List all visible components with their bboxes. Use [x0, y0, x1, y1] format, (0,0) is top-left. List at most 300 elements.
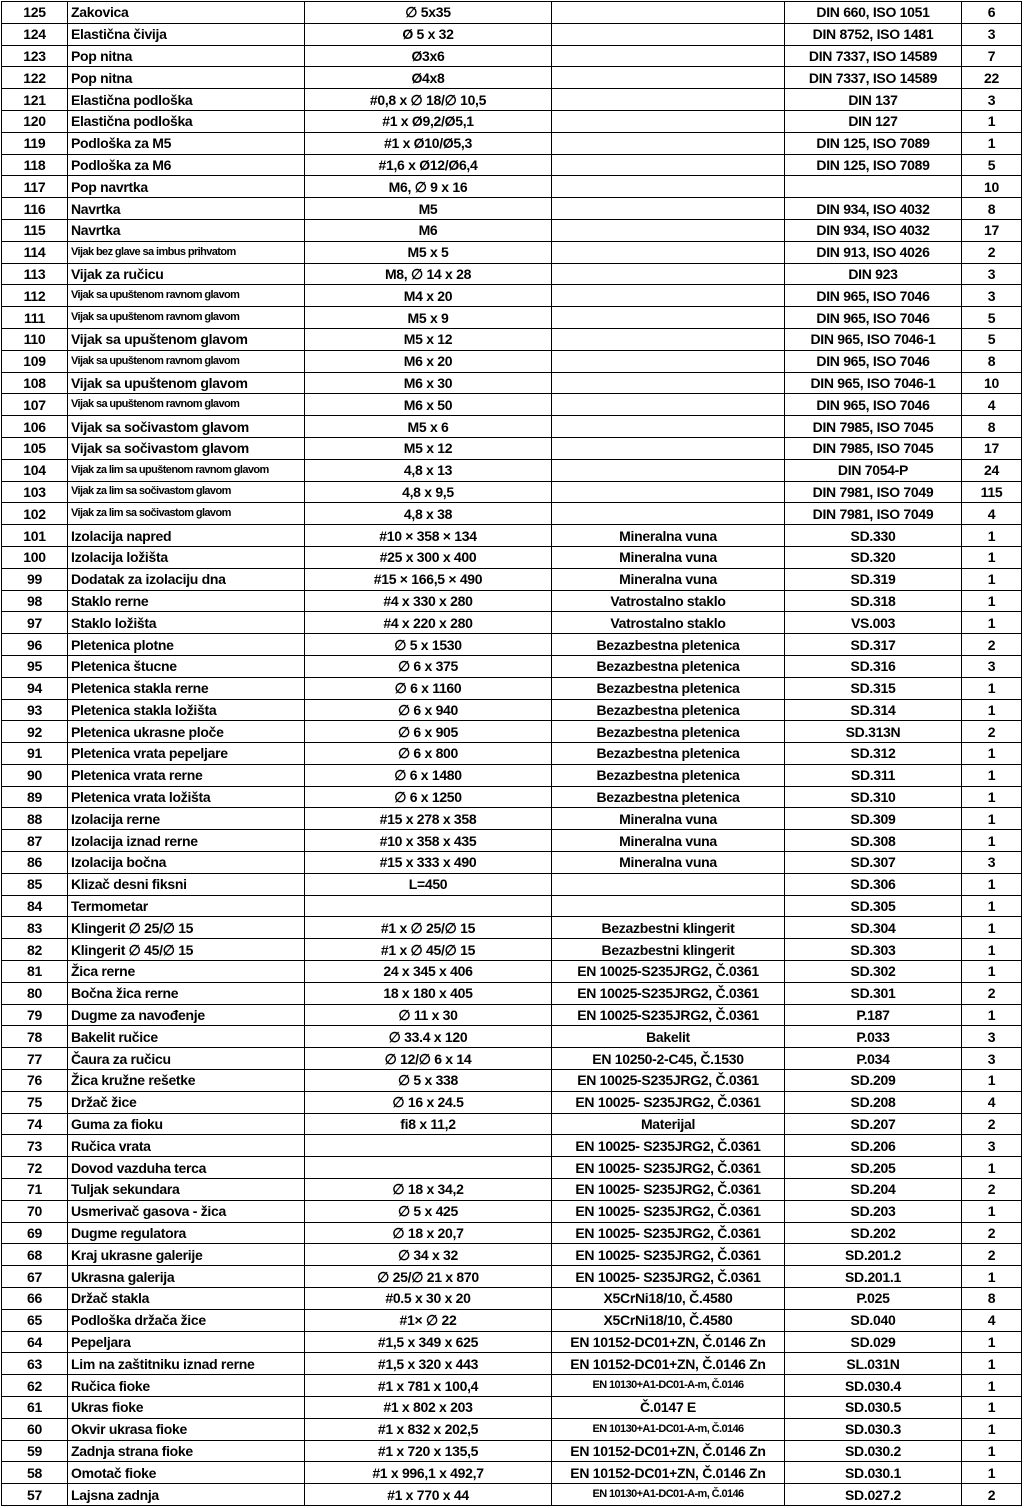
item-number-cell: 88 [2, 808, 68, 830]
item-number-cell: 75 [2, 1091, 68, 1113]
item-name-cell: Pletenica vrata ložišta [68, 786, 305, 808]
table-row [2, 568, 1022, 590]
item-number-cell: 116 [2, 198, 68, 220]
table-row [2, 1266, 1022, 1288]
table-row [2, 416, 1022, 438]
item-material-cell [552, 459, 785, 481]
item-name-cell: Pop navrtka [68, 176, 305, 198]
item-material-cell: X5CrNi18/10, Č.4580 [552, 1288, 785, 1310]
item-name-cell: Vijak sa upuštenom glavom [68, 328, 305, 350]
item-quantity-cell: 2 [962, 982, 1022, 1004]
item-material-cell: Mineralna vuna [552, 830, 785, 852]
table-row [2, 1048, 1022, 1070]
item-material-cell [552, 67, 785, 89]
item-number-cell: 101 [2, 525, 68, 547]
item-name-cell: Zadnja strana fioke [68, 1440, 305, 1462]
item-name-cell: Usmerivač gasova - žica [68, 1200, 305, 1222]
item-name-cell: Izolacija ložišta [68, 546, 305, 568]
item-dimensions-cell: M4 x 20 [305, 285, 552, 307]
item-dimensions-cell: ∅ 18 x 20,7 [305, 1222, 552, 1244]
item-dimensions-cell: #4 x 330 x 280 [305, 590, 552, 612]
item-quantity-cell: 1 [962, 873, 1022, 895]
item-name-cell: Pop nitna [68, 67, 305, 89]
item-quantity-cell: 1 [962, 612, 1022, 634]
item-quantity-cell: 1 [962, 525, 1022, 547]
item-dimensions-cell: ∅ 6 x 1160 [305, 677, 552, 699]
item-quantity-cell: 1 [962, 699, 1022, 721]
item-name-cell: Bočna žica rerne [68, 982, 305, 1004]
item-quantity-cell: 3 [962, 1135, 1022, 1157]
item-material-cell: Bakelit [552, 1026, 785, 1048]
table-row [2, 503, 1022, 525]
item-number-cell: 84 [2, 895, 68, 917]
item-number-cell: 94 [2, 677, 68, 699]
item-number-cell: 122 [2, 67, 68, 89]
item-name-cell: Vijak sa sočivastom glavom [68, 437, 305, 459]
item-standard-cell: SD.313N [785, 721, 962, 743]
item-material-cell [552, 394, 785, 416]
item-name-cell: Izolacija napred [68, 525, 305, 547]
item-quantity-cell: 1 [962, 808, 1022, 830]
item-standard-cell: SL.031N [785, 1353, 962, 1375]
table-row [2, 110, 1022, 132]
table-row [2, 1288, 1022, 1310]
item-dimensions-cell: 18 x 180 x 405 [305, 982, 552, 1004]
item-material-cell [552, 176, 785, 198]
item-material-cell: Bezazbestna pletenica [552, 743, 785, 765]
item-name-cell: Pletenica stakla rerne [68, 677, 305, 699]
item-standard-cell: SD.309 [785, 808, 962, 830]
item-number-cell: 99 [2, 568, 68, 590]
table-row [2, 1353, 1022, 1375]
item-quantity-cell: 1 [962, 917, 1022, 939]
item-quantity-cell: 2 [962, 634, 1022, 656]
table-row [2, 1113, 1022, 1135]
item-dimensions-cell: #1 x 781 x 100,4 [305, 1375, 552, 1397]
item-number-cell: 100 [2, 546, 68, 568]
item-name-cell: Vijak sa upuštenom ravnom glavom [68, 350, 305, 372]
item-dimensions-cell: L=450 [305, 873, 552, 895]
table-row [2, 176, 1022, 198]
item-material-cell: EN 10025- S235JRG2, Č.0361 [552, 1091, 785, 1113]
item-quantity-cell: 8 [962, 416, 1022, 438]
item-dimensions-cell: ∅ 11 x 30 [305, 1004, 552, 1026]
item-number-cell: 124 [2, 23, 68, 45]
item-material-cell [552, 198, 785, 220]
item-dimensions-cell: 24 x 345 x 406 [305, 961, 552, 983]
item-dimensions-cell: M5 x 6 [305, 416, 552, 438]
item-standard-cell: SD.030.5 [785, 1397, 962, 1419]
item-dimensions-cell: #1,6 x Ø12/Ø6,4 [305, 154, 552, 176]
item-name-cell: Dovod vazduha terca [68, 1157, 305, 1179]
table-row [2, 67, 1022, 89]
table-row [2, 437, 1022, 459]
table-row [2, 1331, 1022, 1353]
table-row [2, 1222, 1022, 1244]
item-quantity-cell: 1 [962, 830, 1022, 852]
item-material-cell: Bezazbestna pletenica [552, 677, 785, 699]
item-dimensions-cell: ∅ 5x35 [305, 2, 552, 24]
item-dimensions-cell: #25 x 300 x 400 [305, 546, 552, 568]
item-material-cell [552, 481, 785, 503]
item-name-cell: Pletenica vrata pepeljare [68, 743, 305, 765]
item-dimensions-cell: ∅ 5 x 338 [305, 1070, 552, 1092]
item-name-cell: Vijak za lim sa sočivastom glavom [68, 503, 305, 525]
table-row [2, 917, 1022, 939]
item-material-cell [552, 307, 785, 329]
item-number-cell: 115 [2, 219, 68, 241]
item-number-cell: 114 [2, 241, 68, 263]
item-material-cell: Materijal [552, 1113, 785, 1135]
item-dimensions-cell: M6 [305, 219, 552, 241]
item-name-cell: Zakovica [68, 2, 305, 24]
item-standard-cell: DIN 137 [785, 89, 962, 111]
item-number-cell: 117 [2, 176, 68, 198]
item-name-cell: Omotač fioke [68, 1462, 305, 1484]
item-dimensions-cell: M6 x 30 [305, 372, 552, 394]
table-row [2, 328, 1022, 350]
item-standard-cell: SD.208 [785, 1091, 962, 1113]
item-quantity-cell: 2 [962, 241, 1022, 263]
item-dimensions-cell: M5 x 5 [305, 241, 552, 263]
table-row [2, 1026, 1022, 1048]
item-dimensions-cell: #1 x Ø9,2/Ø5,1 [305, 110, 552, 132]
item-material-cell: EN 10152-DC01+ZN, Č.0146 Zn [552, 1462, 785, 1484]
table-row [2, 677, 1022, 699]
table-row [2, 198, 1022, 220]
item-name-cell: Bakelit ručice [68, 1026, 305, 1048]
item-material-cell: EN 10025- S235JRG2, Č.0361 [552, 1222, 785, 1244]
item-dimensions-cell: Ø3x6 [305, 45, 552, 67]
item-name-cell: Čaura za ručicu [68, 1048, 305, 1070]
item-dimensions-cell: #1 x ∅ 45/∅ 15 [305, 939, 552, 961]
item-number-cell: 69 [2, 1222, 68, 1244]
item-dimensions-cell: M8, ∅ 14 x 28 [305, 263, 552, 285]
item-name-cell: Žica rerne [68, 961, 305, 983]
item-standard-cell: DIN 125, ISO 7089 [785, 154, 962, 176]
item-dimensions-cell: ∅ 18 x 34,2 [305, 1179, 552, 1201]
item-number-cell: 60 [2, 1418, 68, 1440]
item-material-cell: EN 10152-DC01+ZN, Č.0146 Zn [552, 1331, 785, 1353]
item-name-cell: Izolacija iznad rerne [68, 830, 305, 852]
item-quantity-cell: 1 [962, 1397, 1022, 1419]
item-dimensions-cell: fi8 x 11,2 [305, 1113, 552, 1135]
item-standard-cell: SD.301 [785, 982, 962, 1004]
item-number-cell: 58 [2, 1462, 68, 1484]
item-material-cell [552, 350, 785, 372]
item-name-cell: Klingerit ∅ 45/∅ 15 [68, 939, 305, 961]
item-name-cell: Držač žice [68, 1091, 305, 1113]
item-standard-cell: SD.317 [785, 634, 962, 656]
item-quantity-cell: 2 [962, 1222, 1022, 1244]
table-row [2, 1135, 1022, 1157]
item-number-cell: 98 [2, 590, 68, 612]
item-quantity-cell: 24 [962, 459, 1022, 481]
item-dimensions-cell: ∅ 6 x 1250 [305, 786, 552, 808]
item-name-cell: Podloška za M5 [68, 132, 305, 154]
item-number-cell: 74 [2, 1113, 68, 1135]
item-quantity-cell: 1 [962, 132, 1022, 154]
item-number-cell: 63 [2, 1353, 68, 1375]
table-row [2, 786, 1022, 808]
item-name-cell: Pletenica štucne [68, 655, 305, 677]
item-material-cell: EN 10130+A1-DC01-A-m, Č.0146 [552, 1484, 785, 1506]
item-standard-cell: SD.315 [785, 677, 962, 699]
item-quantity-cell: 3 [962, 1048, 1022, 1070]
item-dimensions-cell: #0,8 x ∅ 18/∅ 10,5 [305, 89, 552, 111]
item-quantity-cell: 4 [962, 503, 1022, 525]
item-name-cell: Dodatak za izolaciju dna [68, 568, 305, 590]
item-quantity-cell: 8 [962, 1288, 1022, 1310]
item-quantity-cell: 8 [962, 198, 1022, 220]
item-material-cell [552, 895, 785, 917]
table-row [2, 1309, 1022, 1331]
item-name-cell: Lajsna zadnja [68, 1484, 305, 1506]
item-name-cell: Izolacija bočna [68, 852, 305, 874]
item-name-cell: Podloška za M6 [68, 154, 305, 176]
table-row [2, 132, 1022, 154]
item-name-cell: Žica kružne rešetke [68, 1070, 305, 1092]
item-material-cell [552, 285, 785, 307]
table-row [2, 89, 1022, 111]
table-row [2, 1070, 1022, 1092]
item-number-cell: 79 [2, 1004, 68, 1026]
item-standard-cell: DIN 7054-P [785, 459, 962, 481]
item-standard-cell: SD.303 [785, 939, 962, 961]
item-material-cell: Mineralna vuna [552, 852, 785, 874]
item-number-cell: 92 [2, 721, 68, 743]
item-material-cell: Bezazbestni klingerit [552, 917, 785, 939]
item-dimensions-cell: M5 x 12 [305, 328, 552, 350]
item-standard-cell: SD.206 [785, 1135, 962, 1157]
table-row [2, 873, 1022, 895]
item-material-cell: EN 10025- S235JRG2, Č.0361 [552, 1135, 785, 1157]
item-number-cell: 77 [2, 1048, 68, 1070]
item-standard-cell: SD.201.2 [785, 1244, 962, 1266]
item-number-cell: 57 [2, 1484, 68, 1506]
table-row [2, 1179, 1022, 1201]
item-quantity-cell: 1 [962, 1353, 1022, 1375]
item-quantity-cell: 22 [962, 67, 1022, 89]
item-standard-cell: DIN 965, ISO 7046 [785, 307, 962, 329]
item-standard-cell: DIN 965, ISO 7046 [785, 285, 962, 307]
item-material-cell: EN 10025-S235JRG2, Č.0361 [552, 1070, 785, 1092]
item-dimensions-cell: 4,8 x 13 [305, 459, 552, 481]
item-dimensions-cell: M5 [305, 198, 552, 220]
table-row [2, 961, 1022, 983]
item-name-cell: Lim na zaštitniku iznad rerne [68, 1353, 305, 1375]
item-dimensions-cell: 4,8 x 38 [305, 503, 552, 525]
item-standard-cell: SD.319 [785, 568, 962, 590]
item-quantity-cell: 4 [962, 394, 1022, 416]
item-number-cell: 85 [2, 873, 68, 895]
item-quantity-cell: 5 [962, 154, 1022, 176]
item-quantity-cell: 2 [962, 1484, 1022, 1506]
item-quantity-cell: 1 [962, 590, 1022, 612]
item-dimensions-cell: Ø4x8 [305, 67, 552, 89]
item-dimensions-cell: ∅ 25/∅ 21 x 870 [305, 1266, 552, 1288]
item-name-cell: Elastična podloška [68, 110, 305, 132]
item-standard-cell: DIN 127 [785, 110, 962, 132]
table-row [2, 1091, 1022, 1113]
item-standard-cell: SD.202 [785, 1222, 962, 1244]
item-number-cell: 90 [2, 764, 68, 786]
item-dimensions-cell: #1 x 770 x 44 [305, 1484, 552, 1506]
item-material-cell: EN 10025- S235JRG2, Č.0361 [552, 1244, 785, 1266]
table-row [2, 1462, 1022, 1484]
item-standard-cell: DIN 660, ISO 1051 [785, 2, 962, 24]
item-dimensions-cell: #1 x Ø10/Ø5,3 [305, 132, 552, 154]
item-dimensions-cell: ∅ 6 x 940 [305, 699, 552, 721]
table-row [2, 764, 1022, 786]
item-standard-cell: SD.205 [785, 1157, 962, 1179]
item-standard-cell: SD.030.4 [785, 1375, 962, 1397]
table-row [2, 45, 1022, 67]
item-material-cell: EN 10250-2-C45, Č.1530 [552, 1048, 785, 1070]
item-standard-cell [785, 176, 962, 198]
table-row [2, 895, 1022, 917]
item-quantity-cell: 3 [962, 285, 1022, 307]
table-row [2, 1484, 1022, 1506]
item-number-cell: 71 [2, 1179, 68, 1201]
item-standard-cell: DIN 965, ISO 7046 [785, 394, 962, 416]
item-dimensions-cell: M5 x 12 [305, 437, 552, 459]
item-dimensions-cell: M5 x 9 [305, 307, 552, 329]
table-row [2, 285, 1022, 307]
item-quantity-cell: 2 [962, 1179, 1022, 1201]
item-quantity-cell: 6 [962, 2, 1022, 24]
item-standard-cell: SD.201.1 [785, 1266, 962, 1288]
item-quantity-cell: 5 [962, 307, 1022, 329]
item-dimensions-cell: #1,5 x 320 x 443 [305, 1353, 552, 1375]
item-dimensions-cell [305, 1135, 552, 1157]
parts-list-table [1, 1, 1022, 1506]
item-number-cell: 112 [2, 285, 68, 307]
item-dimensions-cell: #15 x 333 x 490 [305, 852, 552, 874]
table-row [2, 525, 1022, 547]
item-quantity-cell: 3 [962, 23, 1022, 45]
item-name-cell: Vijak sa upuštenom glavom [68, 372, 305, 394]
item-material-cell: EN 10025- S235JRG2, Č.0361 [552, 1179, 785, 1201]
item-name-cell: Pletenica plotne [68, 634, 305, 656]
item-material-cell [552, 437, 785, 459]
item-name-cell: Okvir ukrasa fioke [68, 1418, 305, 1440]
item-material-cell: Mineralna vuna [552, 568, 785, 590]
item-quantity-cell: 3 [962, 89, 1022, 111]
item-dimensions-cell: #1 x 720 x 135,5 [305, 1440, 552, 1462]
item-dimensions-cell: ∅ 12/∅ 6 x 14 [305, 1048, 552, 1070]
item-standard-cell: DIN 7981, ISO 7049 [785, 481, 962, 503]
item-quantity-cell: 1 [962, 743, 1022, 765]
item-name-cell: Vijak sa upuštenom ravnom glavom [68, 285, 305, 307]
item-dimensions-cell: #15 x 278 x 358 [305, 808, 552, 830]
item-material-cell [552, 219, 785, 241]
table-row [2, 852, 1022, 874]
item-number-cell: 119 [2, 132, 68, 154]
item-name-cell: Pop nitna [68, 45, 305, 67]
item-standard-cell: DIN 965, ISO 7046-1 [785, 372, 962, 394]
item-standard-cell: DIN 7985, ISO 7045 [785, 437, 962, 459]
item-number-cell: 103 [2, 481, 68, 503]
item-quantity-cell: 17 [962, 219, 1022, 241]
item-material-cell: Bezazbestna pletenica [552, 786, 785, 808]
item-quantity-cell: 1 [962, 546, 1022, 568]
item-dimensions-cell: ∅ 6 x 1480 [305, 764, 552, 786]
item-name-cell: Pletenica ukrasne ploče [68, 721, 305, 743]
table-row [2, 219, 1022, 241]
item-material-cell [552, 89, 785, 111]
item-quantity-cell: 1 [962, 677, 1022, 699]
item-quantity-cell: 1 [962, 1157, 1022, 1179]
item-number-cell: 118 [2, 154, 68, 176]
item-standard-cell: DIN 125, ISO 7089 [785, 132, 962, 154]
item-name-cell: Izolacija rerne [68, 808, 305, 830]
table-row [2, 1375, 1022, 1397]
item-quantity-cell: 115 [962, 481, 1022, 503]
item-material-cell: EN 10025-S235JRG2, Č.0361 [552, 982, 785, 1004]
item-number-cell: 121 [2, 89, 68, 111]
item-material-cell: Mineralna vuna [552, 546, 785, 568]
table-row [2, 1200, 1022, 1222]
item-quantity-cell: 8 [962, 350, 1022, 372]
item-number-cell: 76 [2, 1070, 68, 1092]
item-material-cell: EN 10025-S235JRG2, Č.0361 [552, 961, 785, 983]
item-name-cell: Staklo rerne [68, 590, 305, 612]
item-standard-cell: SD.320 [785, 546, 962, 568]
item-standard-cell: DIN 934, ISO 4032 [785, 219, 962, 241]
item-name-cell: Pletenica stakla ložišta [68, 699, 305, 721]
item-number-cell: 102 [2, 503, 68, 525]
item-dimensions-cell: ∅ 6 x 905 [305, 721, 552, 743]
item-number-cell: 120 [2, 110, 68, 132]
item-standard-cell: SD.203 [785, 1200, 962, 1222]
item-name-cell: Pletenica vrata rerne [68, 764, 305, 786]
item-quantity-cell: 10 [962, 176, 1022, 198]
item-name-cell: Dugme regulatora [68, 1222, 305, 1244]
table-row [2, 612, 1022, 634]
item-number-cell: 95 [2, 655, 68, 677]
item-quantity-cell: 1 [962, 939, 1022, 961]
item-quantity-cell: 1 [962, 110, 1022, 132]
item-material-cell: Mineralna vuna [552, 808, 785, 830]
item-number-cell: 81 [2, 961, 68, 983]
item-number-cell: 80 [2, 982, 68, 1004]
item-number-cell: 70 [2, 1200, 68, 1222]
item-dimensions-cell: #1 x 832 x 202,5 [305, 1418, 552, 1440]
item-standard-cell: DIN 7337, ISO 14589 [785, 67, 962, 89]
item-number-cell: 67 [2, 1266, 68, 1288]
item-number-cell: 73 [2, 1135, 68, 1157]
item-name-cell: Tuljak sekundara [68, 1179, 305, 1201]
table-row [2, 1004, 1022, 1026]
item-standard-cell: DIN 7337, ISO 14589 [785, 45, 962, 67]
table-row [2, 154, 1022, 176]
item-dimensions-cell: #15 × 166,5 × 490 [305, 568, 552, 590]
table-row [2, 263, 1022, 285]
item-dimensions-cell: #1,5 x 349 x 625 [305, 1331, 552, 1353]
item-dimensions-cell: #1 x 996,1 x 492,7 [305, 1462, 552, 1484]
item-dimensions-cell: ∅ 34 x 32 [305, 1244, 552, 1266]
item-number-cell: 93 [2, 699, 68, 721]
item-dimensions-cell: #0.5 x 30 x 20 [305, 1288, 552, 1310]
item-quantity-cell: 1 [962, 764, 1022, 786]
table-row [2, 1244, 1022, 1266]
item-quantity-cell: 1 [962, 1418, 1022, 1440]
item-quantity-cell: 10 [962, 372, 1022, 394]
item-quantity-cell: 5 [962, 328, 1022, 350]
item-standard-cell: P.033 [785, 1026, 962, 1048]
item-name-cell: Pepeljara [68, 1331, 305, 1353]
